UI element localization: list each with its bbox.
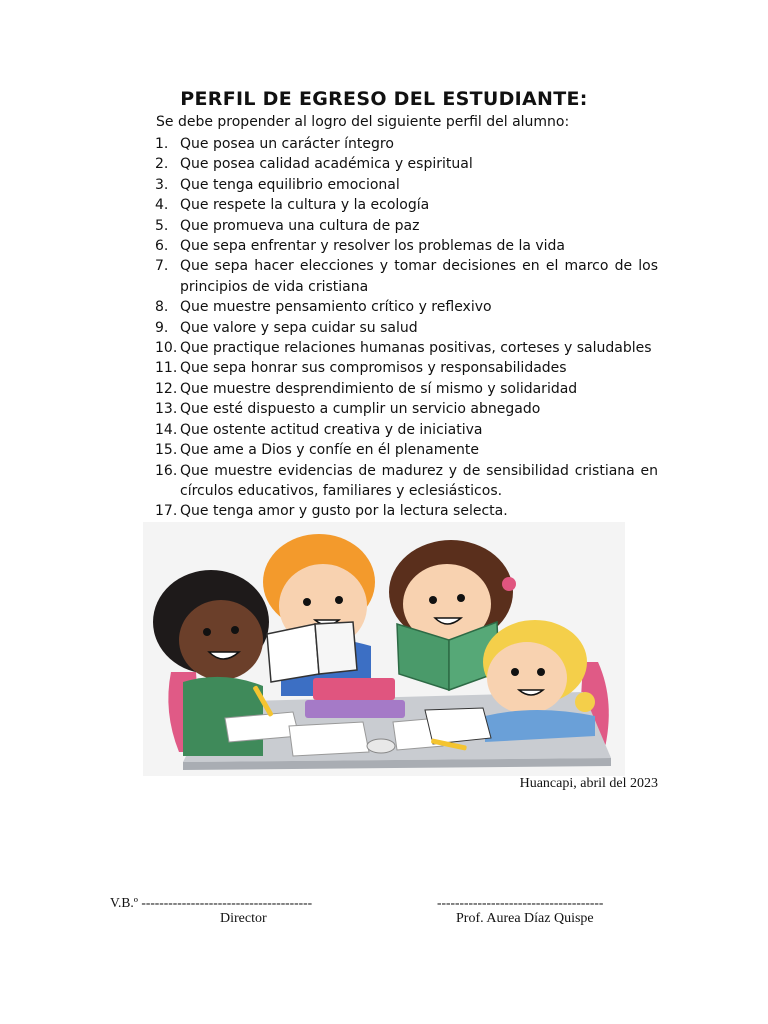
list-item-text: Que promueva una cultura de paz — [180, 217, 420, 234]
list-item — [155, 440, 658, 460]
list-item — [155, 134, 658, 154]
list-item — [155, 154, 658, 174]
list-item — [155, 318, 658, 338]
list-item-number: 8. — [155, 299, 169, 316]
list-item — [155, 175, 658, 195]
list-item-number: 17. — [155, 503, 178, 520]
list-item-text: Que muestre evidencias de madurez y de sensibilidad cristiana en círculos educativos, familiares y eclesiásticos. — [180, 462, 658, 499]
list-item-text: Que esté dispuesto a cumplir un servicio abnegado — [180, 401, 541, 418]
children-reading-illustration-icon — [143, 522, 625, 776]
list-item-number: 2. — [155, 156, 169, 173]
teacher-name: Prof. Aurea Díaz Quispe — [456, 911, 594, 926]
list-item-text: Que respete la cultura y la ecología — [180, 197, 430, 214]
director-signature-line: V.B.º -------------------------------------- — [110, 895, 313, 910]
list-item-number: 6. — [155, 238, 169, 255]
list-item — [155, 379, 658, 399]
list-item — [155, 297, 658, 317]
page-title: PERFIL DE EGRESO DEL ESTUDIANTE: — [180, 88, 588, 110]
list-item-number: 13. — [155, 401, 178, 418]
list-item-text: Que sepa hacer elecciones y tomar decisiones en el marco de los principios de vida cristiana — [180, 258, 658, 295]
list-item-text: Que tenga equilibrio emocional — [180, 176, 400, 193]
director-role: Director — [220, 911, 267, 926]
list-item-number: 7. — [155, 258, 169, 275]
intro-text: Se debe propender al logro del siguiente perfil del alumno: — [156, 114, 570, 130]
place-date: Huancapi, abril del 2023 — [519, 776, 658, 791]
list-item-number: 1. — [155, 136, 169, 152]
list-item-number: 5. — [155, 217, 169, 234]
list-item — [155, 195, 658, 215]
list-item — [155, 236, 658, 256]
list-item — [155, 338, 658, 358]
list-item-text: Que practique relaciones humanas positivas, corteses y saludables — [180, 340, 652, 357]
list-item — [155, 256, 658, 297]
list-item-text: Que tenga amor y gusto por la lectura selecta. — [180, 503, 508, 520]
list-item — [155, 399, 658, 419]
list-item-number: 10. — [155, 340, 178, 357]
list-item — [155, 461, 658, 502]
list-item-text: Que sepa enfrentar y resolver los problemas de la vida — [180, 238, 566, 255]
list-item-text: Que ame a Dios y confíe en él plenamente — [180, 442, 479, 459]
teacher-signature-line: ------------------------------------- — [437, 895, 604, 910]
list-item-number: 14. — [155, 421, 178, 438]
list-item-text: Que muestre desprendimiento de sí mismo y solidaridad — [180, 380, 578, 397]
list-item-text: Que posea calidad académica y espiritual — [180, 156, 473, 173]
list-item — [155, 420, 658, 440]
list-item-number: 12. — [155, 380, 178, 397]
list-item-number: 4. — [155, 197, 169, 214]
list-item-number: 3. — [155, 176, 169, 193]
list-item — [155, 216, 658, 236]
list-item-number: 11. — [155, 360, 178, 377]
profile-list — [155, 134, 658, 522]
list-item-text: Que posea un carácter íntegro — [180, 136, 394, 152]
list-item-number: 9. — [155, 319, 169, 336]
list-item-text: Que valore y sepa cuidar su salud — [180, 319, 418, 336]
list-item — [155, 358, 658, 378]
list-item-text: Que muestre pensamiento crítico y reflexivo — [180, 299, 492, 316]
list-item-text: Que ostente actitud creativa y de iniciativa — [180, 421, 483, 438]
list-item-number: 16. — [155, 462, 178, 479]
list-item-text: Que sepa honrar sus compromisos y responsabilidades — [180, 360, 567, 377]
list-item-number: 15. — [155, 442, 178, 459]
list-item — [155, 501, 658, 521]
